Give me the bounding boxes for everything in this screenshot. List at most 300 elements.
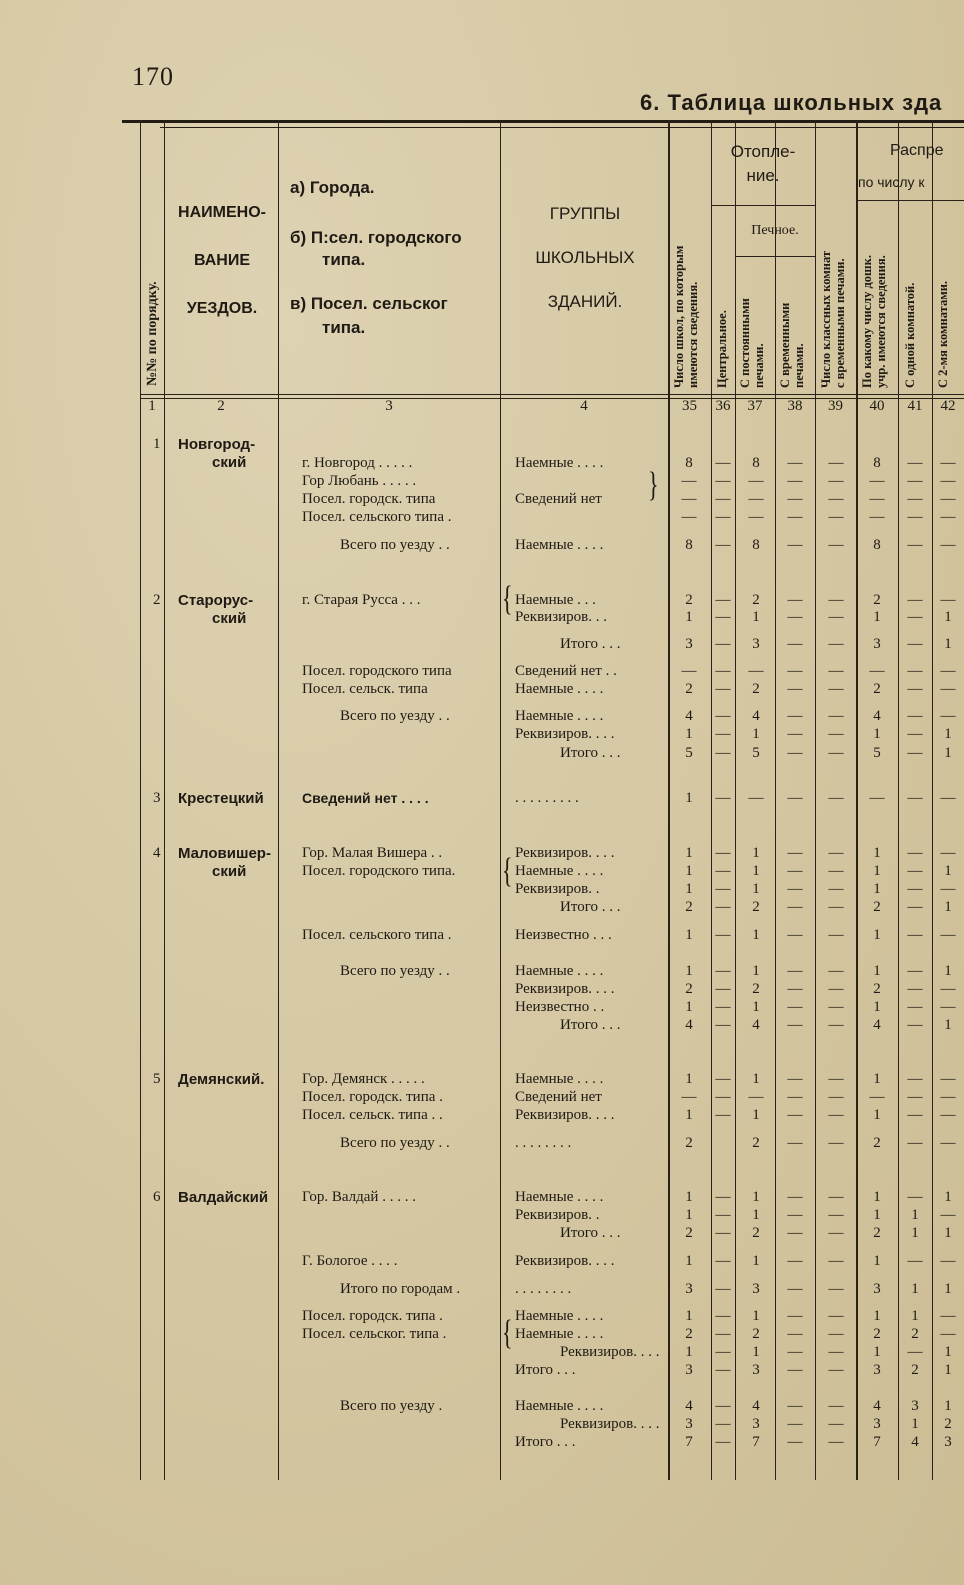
column-divider bbox=[856, 120, 858, 1480]
cell-value: — bbox=[787, 1253, 803, 1269]
cell-value: — bbox=[940, 881, 956, 897]
cell-value: 1 bbox=[752, 726, 760, 742]
cell-value: 2 bbox=[685, 681, 693, 697]
cell-value: 2 bbox=[873, 681, 881, 697]
cell-value: — bbox=[828, 927, 844, 943]
cell-value: — bbox=[787, 899, 803, 915]
settlement-text: Посел. сельск. типа bbox=[302, 681, 428, 697]
building-group: Реквизиров. . . . bbox=[560, 1416, 660, 1432]
cell-value: — bbox=[715, 927, 731, 943]
cell-value: 1 bbox=[944, 863, 952, 879]
cell-value: 2 bbox=[752, 592, 760, 608]
cell-value: — bbox=[787, 455, 803, 471]
central-heating-header bbox=[715, 310, 729, 388]
column-number: 2 bbox=[217, 398, 225, 414]
building-groups-header: ГРУППЫ bbox=[549, 204, 621, 223]
building-group: Наемные . . . . bbox=[515, 1398, 604, 1414]
cell-value: — bbox=[787, 1135, 803, 1151]
cell-value: — bbox=[828, 745, 844, 761]
uezd-name: Новгород- bbox=[178, 436, 256, 453]
column-divider bbox=[898, 120, 899, 1480]
cell-value: — bbox=[940, 1107, 956, 1123]
cell-value: — bbox=[715, 592, 731, 608]
cell-value: — bbox=[828, 1107, 844, 1123]
central-heating-header-line: Центральное. bbox=[715, 310, 729, 388]
uezd-name: Старорус- bbox=[178, 592, 254, 609]
cell-value: — bbox=[715, 537, 731, 553]
cell-value: — bbox=[787, 927, 803, 943]
cell-value: — bbox=[907, 963, 923, 979]
cell-value: — bbox=[940, 1135, 956, 1151]
column-number: 40 bbox=[869, 398, 885, 414]
uezd-name-cont: ский bbox=[212, 863, 247, 880]
heating-subrule bbox=[711, 205, 815, 206]
cell-value: — bbox=[828, 708, 844, 724]
cell-value: 1 bbox=[873, 963, 881, 979]
grouping-brace: { bbox=[502, 578, 513, 619]
cell-value: — bbox=[907, 745, 923, 761]
cell-value: — bbox=[787, 509, 803, 525]
cell-value: 1 bbox=[873, 927, 881, 943]
cell-value: — bbox=[715, 1253, 731, 1269]
cell-value: — bbox=[681, 473, 697, 489]
cell-value: — bbox=[681, 663, 697, 679]
cell-value: 1 bbox=[685, 726, 693, 742]
cell-value: 4 bbox=[752, 1398, 760, 1414]
heating-header: ние. bbox=[746, 166, 780, 185]
cell-value: — bbox=[715, 745, 731, 761]
cell-value: 4 bbox=[752, 708, 760, 724]
building-group: Наемные . . . . bbox=[515, 708, 604, 724]
cell-value: 1 bbox=[685, 881, 693, 897]
building-groups-header: ШКОЛЬНЫХ bbox=[535, 248, 635, 267]
cell-value: — bbox=[715, 899, 731, 915]
cell-value: 2 bbox=[685, 899, 693, 915]
cell-value: — bbox=[907, 981, 923, 997]
cell-value: — bbox=[715, 1344, 731, 1360]
cell-value: — bbox=[787, 1089, 803, 1105]
cell-value: — bbox=[907, 473, 923, 489]
cell-value: — bbox=[748, 790, 764, 806]
cell-value: — bbox=[940, 537, 956, 553]
cell-value: 1 bbox=[752, 927, 760, 943]
cell-value: 1 bbox=[685, 1253, 693, 1269]
cell-value: 1 bbox=[685, 963, 693, 979]
cell-value: 3 bbox=[685, 1416, 693, 1432]
grouping-brace: } bbox=[648, 464, 659, 505]
cell-value: 1 bbox=[873, 1189, 881, 1205]
cell-value: — bbox=[907, 790, 923, 806]
cell-value: 1 bbox=[752, 863, 760, 879]
cell-value: — bbox=[787, 663, 803, 679]
cell-value: 2 bbox=[685, 592, 693, 608]
cell-value: 1 bbox=[752, 1308, 760, 1324]
cell-value: 1 bbox=[752, 1344, 760, 1360]
cell-value: — bbox=[940, 1071, 956, 1087]
cell-value: 5 bbox=[685, 745, 693, 761]
cell-value: — bbox=[869, 1089, 885, 1105]
cell-value: — bbox=[787, 1207, 803, 1223]
cell-value: — bbox=[715, 1281, 731, 1297]
permanent-stoves-header bbox=[738, 298, 766, 388]
cell-value: — bbox=[907, 726, 923, 742]
column-divider bbox=[500, 120, 501, 1480]
column-divider bbox=[735, 120, 736, 1480]
settlement-text: Посел. сельског. типа . bbox=[302, 1326, 447, 1342]
cell-value: 2 bbox=[873, 592, 881, 608]
cell-value: — bbox=[715, 473, 731, 489]
column-number: 37 bbox=[747, 398, 763, 414]
grouping-brace: { bbox=[502, 1312, 513, 1353]
cell-value: 2 bbox=[752, 899, 760, 915]
cell-value: 4 bbox=[911, 1434, 919, 1450]
two-rooms-header bbox=[936, 281, 950, 388]
cell-value: — bbox=[787, 1071, 803, 1087]
cell-value: 3 bbox=[873, 1416, 881, 1432]
cell-value: 1 bbox=[944, 1189, 952, 1205]
cell-value: — bbox=[907, 1089, 923, 1105]
cell-value: — bbox=[787, 1398, 803, 1414]
cell-value: — bbox=[828, 881, 844, 897]
preschool-count-header-line: учр. имеются сведения. bbox=[874, 255, 888, 388]
cell-value: — bbox=[907, 1135, 923, 1151]
preschool-count-header bbox=[860, 255, 888, 388]
cell-value: — bbox=[907, 899, 923, 915]
column-number: 4 bbox=[580, 398, 588, 414]
uezd-name-header: НАИМЕНО- bbox=[178, 204, 266, 221]
cell-value: — bbox=[869, 790, 885, 806]
distribution-header: Распре bbox=[890, 142, 944, 159]
cell-value: 3 bbox=[873, 1362, 881, 1378]
cell-value: 8 bbox=[873, 537, 881, 553]
column-divider bbox=[164, 120, 165, 1480]
settlement-text: Посел. городск. типа . bbox=[302, 1089, 443, 1105]
cell-value: — bbox=[907, 927, 923, 943]
cell-value: — bbox=[787, 708, 803, 724]
cell-value: — bbox=[787, 1416, 803, 1432]
cell-value: — bbox=[907, 845, 923, 861]
page-number: 170 bbox=[132, 62, 174, 91]
cell-value: — bbox=[828, 636, 844, 652]
cell-value: — bbox=[828, 663, 844, 679]
cell-value: 8 bbox=[752, 455, 760, 471]
building-group: Итого . . . bbox=[515, 1434, 576, 1450]
schools-count-header-line: имеются сведения. bbox=[686, 281, 700, 388]
cell-value: — bbox=[907, 1107, 923, 1123]
cell-value: — bbox=[940, 592, 956, 608]
cell-value: 1 bbox=[685, 609, 693, 625]
building-group: Сведений нет . . bbox=[515, 663, 617, 679]
cell-value: — bbox=[715, 681, 731, 697]
settlement-text: Всего по уезду . . bbox=[340, 1135, 450, 1151]
settlement-type-header: в) Посел. сельског bbox=[290, 294, 448, 313]
schools-count-header bbox=[672, 246, 700, 388]
cell-value: — bbox=[681, 491, 697, 507]
cell-value: — bbox=[907, 999, 923, 1015]
cell-value: — bbox=[828, 981, 844, 997]
settlement-text: Итого по городам . bbox=[340, 1281, 461, 1297]
uezd-name: Крестецкий bbox=[178, 790, 264, 807]
distribution-header-2: по числу к bbox=[858, 174, 925, 190]
row-number: 3 bbox=[153, 790, 161, 806]
cell-value: — bbox=[715, 963, 731, 979]
cell-value: 2 bbox=[944, 1416, 952, 1432]
column-number: 41 bbox=[907, 398, 923, 414]
building-group: Наемные . . . . bbox=[515, 1326, 604, 1342]
cell-value: — bbox=[907, 1017, 923, 1033]
cell-value: — bbox=[940, 981, 956, 997]
cell-value: 1 bbox=[944, 745, 952, 761]
cell-value: — bbox=[715, 790, 731, 806]
cell-value: 1 bbox=[752, 609, 760, 625]
cell-value: — bbox=[748, 509, 764, 525]
cell-value: — bbox=[828, 1089, 844, 1105]
column-number: 42 bbox=[940, 398, 956, 414]
building-group: Реквизиров. . . . bbox=[515, 981, 615, 997]
cell-value: — bbox=[828, 1308, 844, 1324]
temporary-stoves-header-line: печами. bbox=[792, 343, 806, 388]
cell-value: — bbox=[715, 1416, 731, 1432]
cell-value: 1 bbox=[685, 790, 693, 806]
cell-value: 8 bbox=[873, 455, 881, 471]
cell-value: — bbox=[940, 663, 956, 679]
settlement-type-header: типа. bbox=[322, 250, 366, 269]
cell-value: 2 bbox=[685, 981, 693, 997]
uezd-name: Маловишер- bbox=[178, 845, 271, 862]
cell-value: — bbox=[715, 609, 731, 625]
cell-value: — bbox=[787, 1225, 803, 1241]
settlement-text: Посел. сельского типа . bbox=[302, 509, 452, 525]
cell-value: 1 bbox=[873, 999, 881, 1015]
cell-value: — bbox=[940, 1207, 956, 1223]
temp-stove-rooms-header bbox=[819, 251, 847, 388]
column-number: 36 bbox=[715, 398, 731, 414]
order-number-header: №№ по порядку. bbox=[145, 281, 160, 386]
building-group: Реквизиров. . . bbox=[515, 609, 607, 625]
settlement-type-header: типа. bbox=[322, 318, 366, 337]
building-group: Реквизиров. . . . bbox=[515, 1107, 615, 1123]
cell-value: 4 bbox=[752, 1017, 760, 1033]
settlement-text: г. Старая Русса . . . bbox=[302, 592, 421, 608]
cell-value: — bbox=[828, 1344, 844, 1360]
building-groups-header: ЗДАНИЙ. bbox=[547, 292, 623, 311]
building-group: Наемные . . . . bbox=[515, 455, 604, 471]
stove-subrule bbox=[735, 256, 815, 257]
distribution-subrule bbox=[856, 200, 964, 201]
cell-value: — bbox=[869, 473, 885, 489]
cell-value: 2 bbox=[911, 1362, 919, 1378]
cell-value: — bbox=[828, 592, 844, 608]
cell-value: — bbox=[748, 473, 764, 489]
uezd-name-header: ВАНИЕ bbox=[193, 252, 251, 269]
settlement-text: Посел. городск. типа . bbox=[302, 1308, 443, 1324]
cell-value: — bbox=[907, 681, 923, 697]
building-group: Наемные . . . bbox=[515, 592, 596, 608]
uezd-name-header: УЕЗДОВ. bbox=[186, 300, 258, 317]
cell-value: — bbox=[907, 609, 923, 625]
cell-value: 3 bbox=[873, 1281, 881, 1297]
cell-value: 2 bbox=[752, 1225, 760, 1241]
cell-value: 1 bbox=[685, 1107, 693, 1123]
cell-value: — bbox=[828, 726, 844, 742]
cell-value: 2 bbox=[873, 1225, 881, 1241]
cell-value: 8 bbox=[752, 537, 760, 553]
temporary-stoves-header bbox=[778, 303, 806, 388]
cell-value: — bbox=[828, 999, 844, 1015]
cell-value: 1 bbox=[911, 1281, 919, 1297]
cell-value: — bbox=[681, 509, 697, 525]
cell-value: 1 bbox=[752, 963, 760, 979]
cell-value: — bbox=[940, 509, 956, 525]
cell-value: — bbox=[715, 708, 731, 724]
building-group: Наемные . . . . bbox=[515, 1308, 604, 1324]
row-number: 1 bbox=[153, 436, 161, 452]
cell-value: — bbox=[715, 491, 731, 507]
cell-value: — bbox=[787, 999, 803, 1015]
cell-value: — bbox=[828, 1253, 844, 1269]
cell-value: 1 bbox=[873, 726, 881, 742]
column-number: 3 bbox=[385, 398, 393, 414]
row-number: 6 bbox=[153, 1189, 161, 1205]
cell-value: — bbox=[715, 1189, 731, 1205]
cell-value: 3 bbox=[873, 636, 881, 652]
cell-value: — bbox=[828, 1071, 844, 1087]
cell-value: 1 bbox=[873, 1308, 881, 1324]
permanent-stoves-header-line: печами. bbox=[752, 343, 766, 388]
settlement-type-header: б) П:сел. городского bbox=[290, 228, 462, 247]
cell-value: — bbox=[907, 592, 923, 608]
settlement-text: Посел. сельского типа . bbox=[302, 927, 452, 943]
cell-value: — bbox=[828, 1362, 844, 1378]
cell-value: 1 bbox=[685, 999, 693, 1015]
cell-value: — bbox=[787, 681, 803, 697]
cell-value: — bbox=[828, 537, 844, 553]
cell-value: — bbox=[940, 845, 956, 861]
cell-value: 1 bbox=[685, 1207, 693, 1223]
cell-value: — bbox=[869, 491, 885, 507]
column-number: 1 bbox=[148, 398, 156, 414]
cell-value: 1 bbox=[873, 863, 881, 879]
settlement-text: г. Новгород . . . . . bbox=[302, 455, 413, 471]
cell-value: — bbox=[715, 1225, 731, 1241]
cell-value: — bbox=[715, 1071, 731, 1087]
cell-value: — bbox=[787, 1107, 803, 1123]
settlement-text: Гор. Валдай . . . . . bbox=[302, 1189, 416, 1205]
settlement-type-header: а) Города. bbox=[290, 178, 375, 197]
row-number: 4 bbox=[153, 845, 161, 861]
cell-value: — bbox=[907, 663, 923, 679]
cell-value: 1 bbox=[911, 1416, 919, 1432]
settlement-text: Всего по уезду . . bbox=[340, 537, 450, 553]
cell-value: 1 bbox=[873, 1107, 881, 1123]
cell-value: — bbox=[787, 1344, 803, 1360]
cell-value: — bbox=[787, 1434, 803, 1450]
cell-value: 1 bbox=[944, 1344, 952, 1360]
settlement-text: Гор. Малая Вишера . . bbox=[302, 845, 443, 861]
cell-value: — bbox=[715, 1207, 731, 1223]
cell-value: — bbox=[787, 609, 803, 625]
cell-value: 3 bbox=[911, 1398, 919, 1414]
settlement-text: Посел. городск. типа bbox=[302, 491, 436, 507]
cell-value: — bbox=[828, 509, 844, 525]
cell-value: — bbox=[748, 491, 764, 507]
cell-value: — bbox=[940, 1253, 956, 1269]
cell-value: 1 bbox=[752, 1253, 760, 1269]
cell-value: — bbox=[907, 1344, 923, 1360]
cell-value: — bbox=[940, 473, 956, 489]
two-rooms-header-line: С 2-мя комнатами. bbox=[936, 280, 950, 388]
cell-value: — bbox=[715, 663, 731, 679]
cell-value: 3 bbox=[752, 1416, 760, 1432]
cell-value: — bbox=[940, 491, 956, 507]
cell-value: 3 bbox=[752, 636, 760, 652]
uezd-name-cont: ский bbox=[212, 454, 247, 471]
cell-value: 2 bbox=[911, 1326, 919, 1342]
top-rule-thin bbox=[160, 127, 964, 128]
settlement-text: Гор. Демянск . . . . . bbox=[302, 1071, 425, 1087]
cell-value: — bbox=[940, 1089, 956, 1105]
building-group: Реквизиров. . bbox=[515, 881, 600, 897]
cell-value: — bbox=[940, 927, 956, 943]
cell-value: — bbox=[715, 1362, 731, 1378]
cell-value: 1 bbox=[752, 1207, 760, 1223]
cell-value: 2 bbox=[685, 1225, 693, 1241]
building-group: Сведений нет bbox=[515, 491, 602, 507]
cell-value: 1 bbox=[944, 1225, 952, 1241]
cell-value: 1 bbox=[752, 1107, 760, 1123]
cell-value: 8 bbox=[685, 455, 693, 471]
cell-value: 1 bbox=[944, 1398, 952, 1414]
settlement-text: Сведений нет . . . . bbox=[302, 790, 429, 806]
cell-value: — bbox=[828, 790, 844, 806]
column-number: 35 bbox=[682, 398, 697, 414]
heating-header: Отопле- bbox=[730, 142, 796, 161]
cell-value: — bbox=[828, 1017, 844, 1033]
cell-value: 1 bbox=[873, 609, 881, 625]
cell-value: 1 bbox=[873, 1071, 881, 1087]
cell-value: 7 bbox=[685, 1434, 693, 1450]
cell-value: 1 bbox=[944, 1281, 952, 1297]
cell-value: 2 bbox=[873, 981, 881, 997]
cell-value: — bbox=[787, 1017, 803, 1033]
cell-value: — bbox=[715, 636, 731, 652]
cell-value: 1 bbox=[752, 845, 760, 861]
top-rule bbox=[122, 120, 964, 123]
building-group: Итого . . . bbox=[560, 1017, 621, 1033]
cell-value: — bbox=[787, 1308, 803, 1324]
settlement-text: Г. Бологое . . . . bbox=[302, 1253, 398, 1269]
cell-value: — bbox=[940, 1308, 956, 1324]
cell-value: — bbox=[748, 1089, 764, 1105]
cell-value: 3 bbox=[685, 636, 693, 652]
cell-value: 2 bbox=[752, 1135, 760, 1151]
cell-value: — bbox=[715, 1434, 731, 1450]
building-group: Наемные . . . . bbox=[515, 537, 604, 553]
cell-value: — bbox=[828, 899, 844, 915]
cell-value: 1 bbox=[944, 963, 952, 979]
cell-value: — bbox=[828, 1326, 844, 1342]
cell-value: — bbox=[787, 1189, 803, 1205]
building-group: . . . . . . . . bbox=[515, 1135, 572, 1151]
preschool-count-header-line: По какому числу дошк. bbox=[860, 255, 874, 388]
cell-value: — bbox=[907, 636, 923, 652]
cell-value: — bbox=[715, 1089, 731, 1105]
cell-value: — bbox=[940, 999, 956, 1015]
cell-value: 1 bbox=[752, 1189, 760, 1205]
cell-value: — bbox=[828, 845, 844, 861]
stove-header: Печное. bbox=[751, 223, 799, 238]
cell-value: — bbox=[787, 845, 803, 861]
